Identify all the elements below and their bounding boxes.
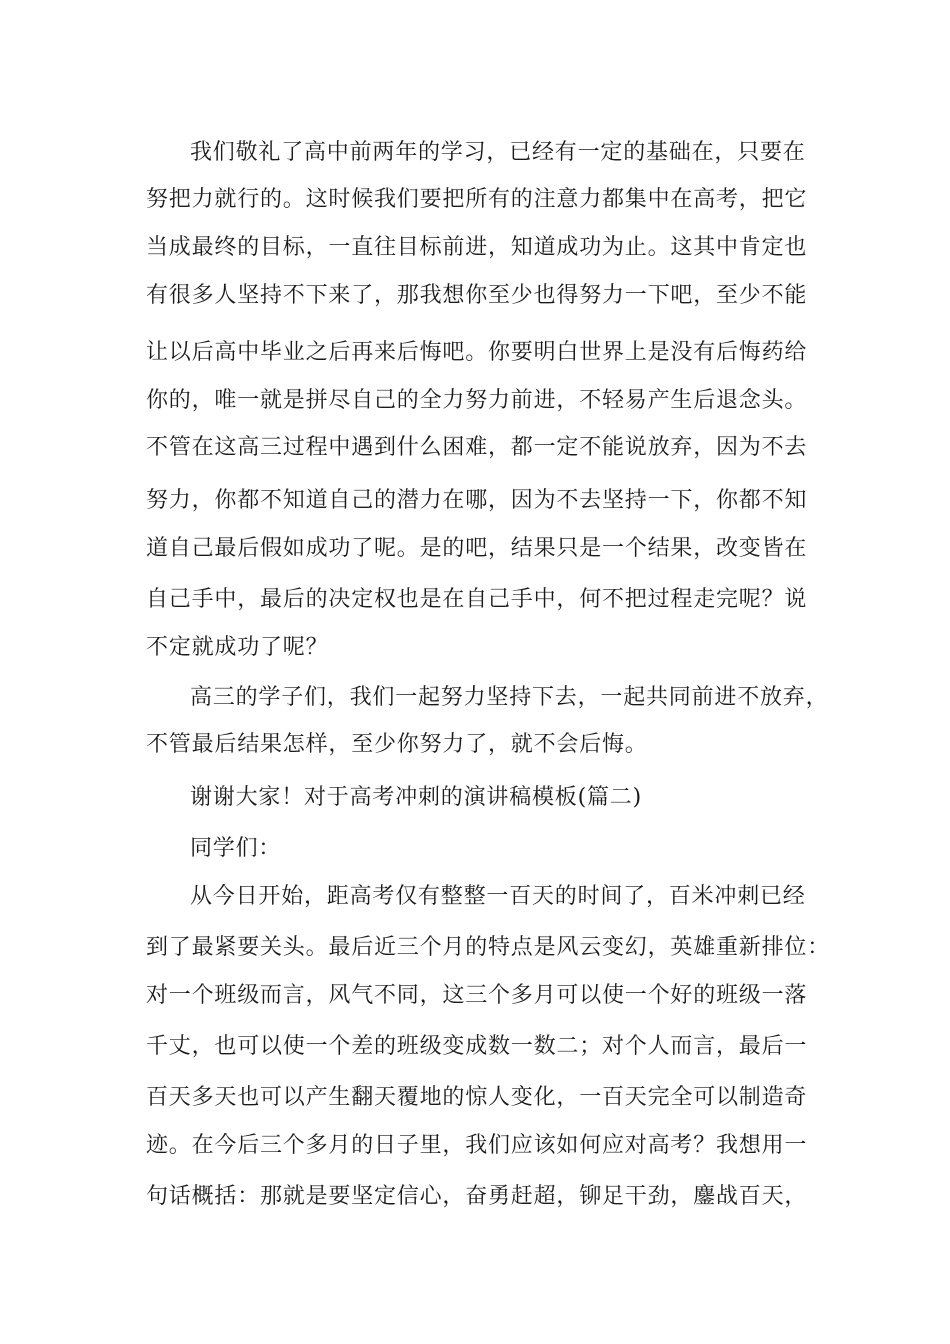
text-line: 你的，唯一就是拼尽自己的全力努力前进，不轻易产生后退念头。	[146, 388, 808, 413]
text-line: 到了最紧要关头。最后近三个月的特点是风云变幻，英雄重新排位：	[146, 935, 831, 960]
text-line: 不管最后结果怎样，至少你努力了，就不会后悔。	[146, 732, 648, 757]
text-line: 高三的学子们，我们一起努力坚持下去，一起共同前进不放弃，	[190, 685, 829, 710]
salutation: 同学们：	[190, 836, 282, 861]
text-line: 迹。在今后三个多月的日子里，我们应该如何应对高考？我想用一	[146, 1133, 808, 1158]
text-line: 努把力就行的。这时候我们要把所有的注意力都集中在高考，把它	[146, 187, 808, 212]
text-line: 句话概括：那就是要坚定信心，奋勇赶超，铆足干劲，鏖战百天，	[146, 1184, 808, 1209]
text-line: 从今日开始，距高考仅有整整一百天的时间了，百米冲刺已经	[190, 884, 806, 909]
text-line: 我们敬礼了高中前两年的学习，已经有一定的基础在，只要在	[190, 140, 806, 165]
section-heading: 谢谢大家！对于高考冲刺的演讲稿模板(篇二)	[190, 785, 642, 810]
text-line: 道自己最后假如成功了呢。是的吧，结果只是一个结果，改变皆在	[146, 536, 808, 561]
text-line: 让以后高中毕业之后再来后悔吧。你要明白世界上是没有后悔药给	[146, 340, 808, 365]
text-line: 自己手中，最后的决定权也是在自己手中，何不把过程走完呢？说	[146, 587, 808, 612]
text-line: 不定就成功了呢？	[146, 635, 329, 660]
text-line: 不管在这高三过程中遇到什么困难，都一定不能说放弃，因为不去	[146, 435, 808, 460]
text-line: 千丈，也可以使一个差的班级变成数一数二；对个人而言，最后一	[146, 1034, 808, 1059]
text-line: 有很多人坚持不下来了，那我想你至少也得努力一下吧，至少不能	[146, 283, 808, 308]
text-line: 当成最终的目标，一直往目标前进，知道成功为止。这其中肯定也	[146, 235, 808, 260]
text-line: 对一个班级而言，风气不同，这三个多月可以使一个好的班级一落	[146, 983, 808, 1008]
text-line: 努力，你都不知道自己的潜力在哪，因为不去坚持一下，你都不知	[146, 488, 808, 513]
text-line: 百天多天也可以产生翻天覆地的惊人变化，一百天完全可以制造奇	[146, 1085, 808, 1110]
